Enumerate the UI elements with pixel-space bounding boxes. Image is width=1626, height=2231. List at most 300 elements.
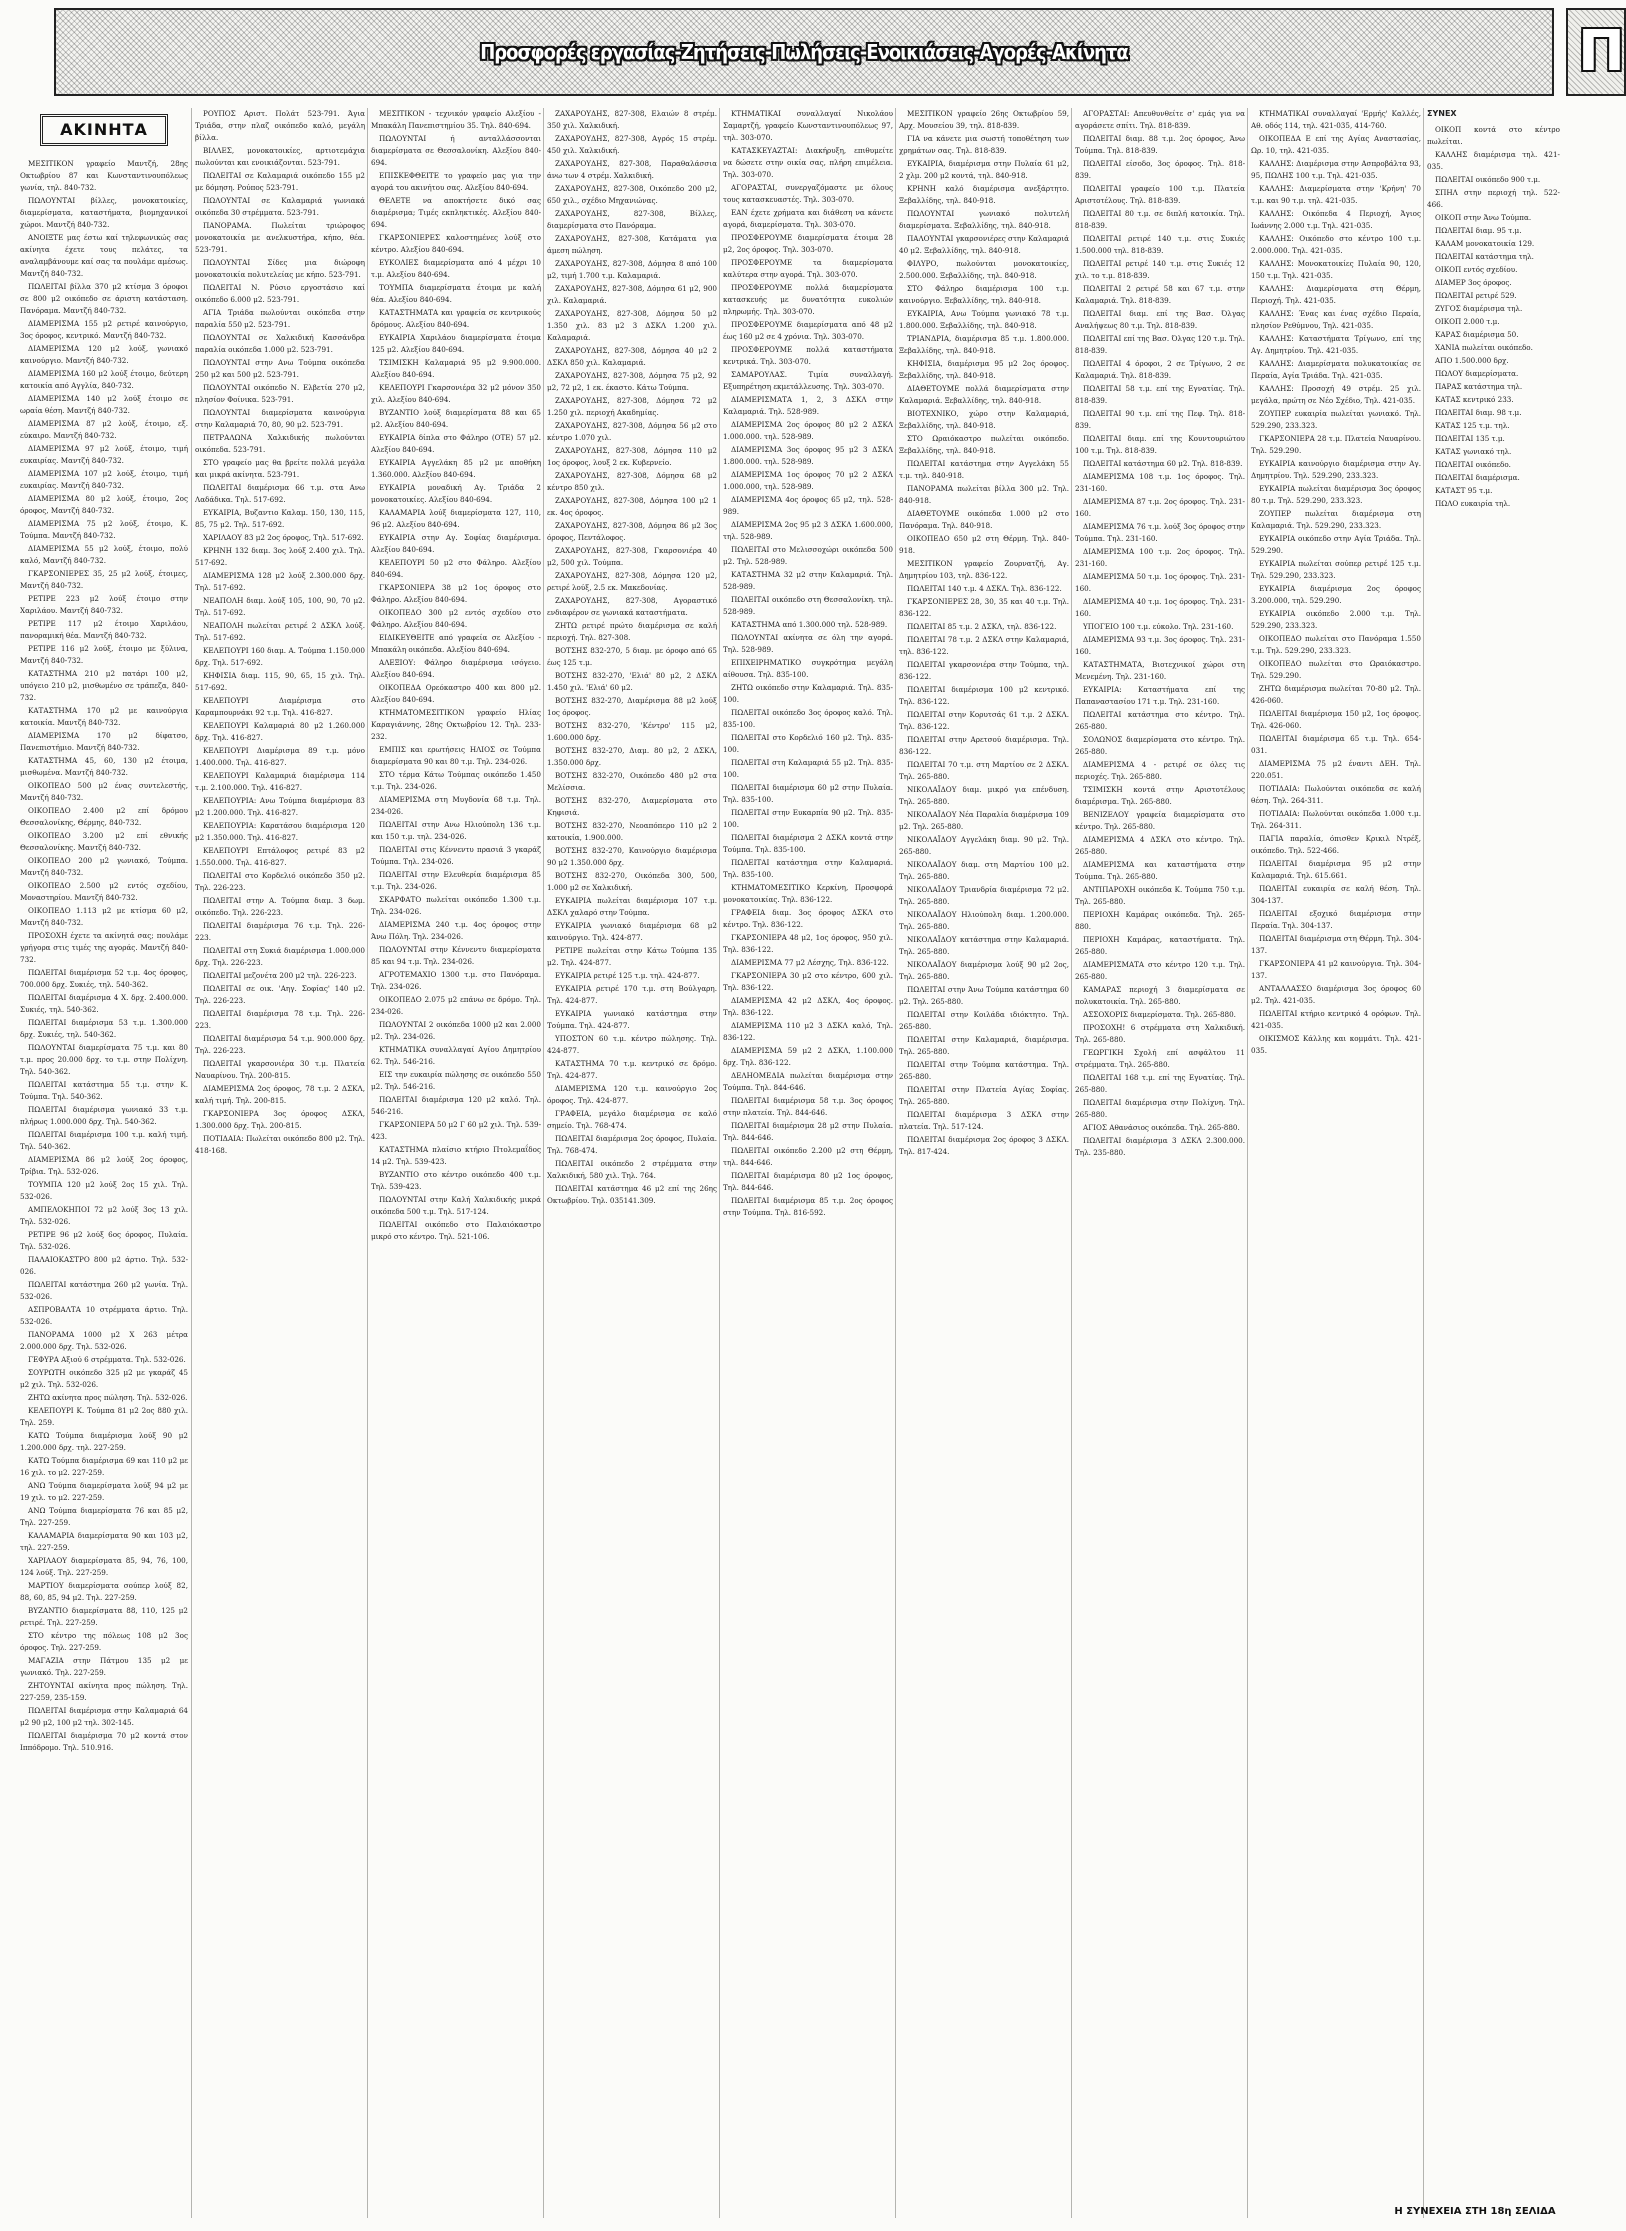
classified-ad: ΠΩΛΕΙΤΑΙ διαμέρισμα 2ος όροφος 3 ΔΣΚΛ. Τηλ. 817-424. (899, 1135, 1069, 1156)
classified-ad: ΚΑΛΑΜ μονοκατοικία 129. (1435, 239, 1535, 248)
classified-ad: ΖΑΧΑΡΟΥΔΗΣ, 827-308, Γκαρσονιέρα 40 μ2, 500 χιλ. Τούμπα. (547, 546, 717, 567)
classified-ad: ΕΥΚΑΙΡΙΑ ρετιρέ 125 τ.μ. τηλ. 424-877. (555, 971, 700, 980)
classified-ad: ΓΚΑΡΣΟΝΙΕΡΑ 28 τ.μ. Πλατεία Ναυαρίνου. Τηλ. 529.290. (1251, 434, 1421, 455)
classified-ad: ΖΑΧΑΡΟΥΔΗΣ, 827-308, Αγοραστικό ενδιαφέρον σε γωνιακά καταστήματα. (547, 596, 717, 617)
classified-ad: ΠΩΛΕΙΤΑΙ διαμέρισμα 78 τ.μ. Τηλ. 226-223. (195, 1009, 365, 1030)
classified-ad: ΟΙΚΟΠΕΔΟ πωλείται στο Πανόραμα 1.550 τ.μ. Τηλ. 529.290, 233.323. (1251, 634, 1421, 655)
classified-ad: ΠΩΛΕΙΤΑΙ διαμέρισμα 60 μ2 στην Πυλαία. Τηλ. 835-100. (723, 783, 893, 804)
classified-ad: ΓΕΩΡΓΙΚΗ Σχολή επί ασφάλτου 11 στρέμματα. Τηλ. 265-880. (1075, 1048, 1245, 1069)
classified-ad: ΚΑΤΑΣ γωνιακό τηλ. (1435, 447, 1512, 456)
classified-ad: ΔΙΑΜΕΡΙΣΜΑ 240 τ.μ. 4ος όροφος στην Άνω Πόλη. Τηλ. 234-026. (371, 920, 541, 941)
classified-ad: ΠΕΡΙΟΧΗ Καμάρας οικόπεδα. Τηλ. 265-880. (1075, 910, 1245, 931)
classified-ad: ΓΚΑΡΣΟΝΙΕΡΑ 48 μ2, 1ος όροφος, 950 χιλ. Τηλ. 836-122. (723, 933, 893, 954)
classified-ad: ΠΩΛΕΙΤΑΙ διαμέρισμα 65 τ.μ. Τηλ. 654-031. (1251, 734, 1421, 755)
classified-ad: ΚΕΛΕΠΟΥΡΙ Καλαμαριά 80 μ2 1.260.000 δρχ. Τηλ. 416-827. (195, 721, 365, 742)
classified-ad: ΖΑΧΑΡΟΥΔΗΣ, 827-308, Οικόπεδο 200 μ2, 650 χιλ., σχέδιο Μηχανιώνας. (547, 184, 717, 205)
classified-ad: ΠΩΛΟΥΝΤΑΙ Σίδες μια διώροφη μονοκατοικία πολυτελείας με κήπο. 523-791. (195, 258, 365, 279)
classified-ad: ΚΑΤΑΣΚΕΥΑΖΤΑΙ: Διακήρυξη, επιθυμείτε να δώσετε στην οικία σας, πλήρη επιμέλεια. Τηλ. 303-070. (723, 146, 893, 179)
classified-ad: ΑΓΙΑ Τριάδα πωλούνται οικόπεδα στην παραλία 550 μ2. 523-791. (195, 308, 365, 329)
classified-ad: ΤΡΙΑΝΔΡΙΑ, διαμέρισμα 85 τ.μ. 1.800.000. Ξεβαλλίδης, τηλ. 840-918. (899, 334, 1069, 355)
classified-ad: ΔΙΑΜΕΡΙΣΜΑ 170 μ2 δίφατσο, Πανεπιστήμιο. Μαντζή 840-732. (20, 731, 188, 752)
classified-ad: ΔΙΑΜΕΡΙΣΜΑ 155 μ2 ρετιρέ καινούργιο, 3ος όροφος, κεντρικό. Μαντζή 840-732. (20, 319, 188, 340)
classified-ad: ΥΠΟΓΕΙΟ 100 τ.μ. εύκολο. Τηλ. 231-160. (1083, 622, 1234, 631)
classified-ad: ΚΤΗΜΑΤΟΜΕΣΙΤΙΚΟ Κερκίνη, Προσφορά μονοκατοικίας. Τηλ. 836-122. (723, 883, 893, 904)
classified-ad: ΑΝΤΑΛΛΑΣΣΟ διαμέρισμα 3ος όροφος 60 μ2. Τηλ. 421-035. (1251, 984, 1421, 1005)
classified-ad: ΠΩΛΕΙΤΑΙ κατάστημα 60 μ2. Τηλ. 818-839. (1083, 459, 1243, 468)
classified-ad: ΔΙΑΜΕΡΙΣΜΑ 4 ΔΣΚΛ στο κέντρο. Τηλ. 265-880. (1075, 835, 1245, 856)
classified-ad: ΠΩΛΕΙΤΑΙ στο Κορδελιό οικόπεδο 350 μ2. Τηλ. 226-223. (195, 871, 365, 892)
classified-ad: ΝΙΚΟΛΑΪΔΟΥ διαμέρισμα λούξ 90 μ2 2ος, Τηλ. 265-880. (899, 960, 1069, 981)
classified-ad: ΝΕΑΠΟΛΗ πωλείται ρετιρέ 2 ΔΣΚΛ λούξ. Τηλ. 517-692. (195, 621, 365, 642)
adjacent-page-masthead (1566, 8, 1626, 96)
classified-ad: ΕΥΚΑΙΡΙΑ Αγγελάκη 85 μ2 με αποθήκη 1.360.000. Αλεξίου 840-694. (371, 458, 541, 479)
classified-ad: ΔΙΑΜΕΡΙΣΜΑ 55 μ2 λούξ, έτοιμο, πολύ καλό, Μαντζή 840-732. (20, 544, 188, 565)
classified-ad: ΤΣΙΜΙΣΚΗ κοντά στην Αριστοτέλους διαμέρισμα. Τηλ. 265-880. (1075, 785, 1245, 806)
classified-ad: ΠΟΤΙΔΑΙΑ: Πωλούνται οικόπεδα 1.000 τ.μ. Τηλ. 264-311. (1251, 809, 1421, 830)
classified-ad: ΔΕΛΗΟΜΕΔΙΑ πωλείται διαμέρισμα στην Τούμπα. Τηλ. 844-646. (723, 1071, 893, 1092)
classified-ad: ΟΙΚΟΠΕΔΑ Ε επί της Αγίας Αναστασίας, Ωρ. 10, τηλ. 421-035. (1251, 134, 1421, 155)
classified-ad: ΖΑΧΑΡΟΥΔΗΣ, 827-308, Δόμησα 8 από 100 μ2, τιμή 1.700 τ.μ. Καλαμαριά. (547, 259, 717, 280)
classified-ad: ΜΑΡΤΙΟΥ διαμερίσματα σούπερ λούξ 82, 88, 60, 85, 94 μ2. Τηλ. 227-259. (20, 1581, 188, 1602)
classified-ad: ΟΙΚΟΠΕΔΟ 2.400 μ2 επί δρόμου Θεσσαλονίκης, Θέρμης, 840-732. (20, 806, 188, 827)
classified-ad: ΖΗΤΩ οικόπεδο στην Καλαμαριά. Τηλ. 835-100. (723, 683, 893, 704)
classified-ad: ΒΟΤΣΗΣ 832-270, 'Ελιά' 80 μ2, 2 ΔΣΚΛ 1.450 χιλ. 'Ελιά' 60 μ2. (547, 671, 717, 692)
classified-ad: ΠΩΛΕΙΤΑΙ διαμέρισμα στη Θέρμη. Τηλ. 304-137. (1251, 934, 1421, 955)
classified-ad: ΣΟΥΡΩΤΗ οικόπεδο 325 μ2 με γκαράζ 45 μ2 χιλ. Τηλ. 532-026. (20, 1368, 188, 1389)
classified-ad: ΠΩΛΕΙΤΑΙ κατάστημα στην Καλαμαριά. Τηλ. 835-100. (723, 858, 893, 879)
classified-ad: ΠΩΛΟΥΝΤΑΙ ή ανταλλάσσονται διαμερίσματα σε Θεσσαλονίκη. Αλεξίου 840-694. (371, 134, 541, 167)
classified-ad: ΔΙΑΜΕΡΙΣΜΑ 2ος όροφος, 78 τ.μ. 2 ΔΣΚΛ, καλή τιμή. Τηλ. 200-815. (195, 1084, 365, 1105)
classified-ad: ΜΕΣΙΤΙΚΟΝ γραφείο Μαντζή, 28ης Οκτωβρίου 87 και Κωνσταντινουπόλεως γωνία, τηλ. 840-732. (20, 159, 188, 192)
classified-ad: ΖΑΧΑΡΟΥΔΗΣ, 827-308, Ελαιών 8 στρέμ. 350 χιλ. Χαλκιδική. (547, 109, 717, 130)
classified-ad: ΝΕΑΠΟΛΗ διαμ. λούξ 105, 100, 90, 70 μ2. Τηλ. 517-692. (195, 596, 365, 617)
classified-ad: ΠΩΛΕΙΤΑΙ 4 όροφοι, 2 σε Τρίγωνο, 2 σε Καλαμαριά. Τηλ. 818-839. (1075, 359, 1245, 380)
classified-ad: ΒΟΤΣΗΣ 832-270, Καινούργιο διαμέρισμα 90 μ2 1.350.000 δρχ. (547, 846, 717, 867)
classified-ad: ΔΙΑΜΕΡΙΣΜΑ 2ος 95 μ2 3 ΔΣΚΛ 1.600.000, τηλ. 528-989. (723, 520, 893, 541)
classified-ad: ΕΥΚΑΙΡΙΑ ρετιρέ 170 τ.μ. στη Βούλγαρη. Τηλ. 424-877. (547, 984, 717, 1005)
classified-ad: ΠΩΛΟΥΝΤΑΙ σε Καλαμαριά γωνιακά οικόπεδα 30 στρέμματα. 523-791. (195, 196, 365, 217)
classified-ad: ΔΙΑΜΕΡΙΣΜΑ 75 μ2 λούξ, έτοιμο, Κ. Τούμπα. Μαντζή 840-732. (20, 519, 188, 540)
classified-ad: ΣΑΜΑΡΟΥΛΑΣ. Τιμία συναλλαγή. Εξυπηρέτηση εκμετάλλευσης. Τηλ. 303-070. (723, 370, 893, 391)
classified-ad: ΓΙΑ να κάνετε μια σωστή τοποθέτηση των χρημάτων σας. Τηλ. 818-839. (899, 134, 1069, 155)
classified-ad: ΚΕΛΕΠΟΥΡΙ Κ. Τούμπα 81 μ2 2ος 880 χιλ. Τηλ. 259. (20, 1406, 188, 1427)
classified-ad: ΖΑΧΑΡΟΥΔΗΣ, 827-308, Δόμησα 50 μ2 1.350 χιλ. 83 μ2 3 ΔΣΚΛ 1.200 χιλ. Καλαμαριά. (547, 309, 717, 342)
classified-ad: ΚΑΛΑΜΑΡΙΑ διαμερίσματα 90 και 103 μ2, τηλ. 227-259. (20, 1531, 188, 1552)
masthead-banner (54, 8, 1554, 96)
classified-ad: ΝΙΚΟΛΑΪΔΟΥ διαμ. στη Μαρτίου 100 μ2. Τηλ. 265-880. (899, 860, 1069, 881)
classified-ad: ΔΙΑΜΕΡΙΣΜΑ 128 μ2 λούξ 2.300.000 δρχ. Τηλ. 517-692. (195, 571, 365, 592)
classified-ad: ΠΩΛΕΙΤΑΙ διαμέρισμα 2ος όροφος, Πυλαία. Τηλ. 768-474. (547, 1134, 717, 1155)
classified-ad: ΠΩΛΕΙΤΑΙ οικόπεδο στη Θεσσαλονίκη. τηλ. 528-989. (723, 595, 893, 616)
classified-ad: ΠΩΛΕΙΤΑΙ ευκαιρία σε καλή θέση. Τηλ. 304-137. (1251, 884, 1421, 905)
classified-ad: ΠΩΛΕΙΤΑΙ στην Κοιλάδα ιδιόκτητο. Τηλ. 265-880. (899, 1010, 1069, 1031)
classified-ad: ΖΑΧΑΡΟΥΔΗΣ, 827-308, Δόμησα 75 μ2, 92 μ2, 72 μ2, 1 εκ. έκαστο. Κάτω Τούμπα. (547, 371, 717, 392)
classified-ad: ΑΣΠΡΟΒΑΛΤΑ 10 στρέμματα άρτιο. Τηλ. 532-026. (20, 1305, 188, 1326)
classified-ad: ΣΟΛΩΝΟΣ διαμερίσματα στο κέντρο. Τηλ. 265-880. (1075, 735, 1245, 756)
classified-ad: ΖΑΧΑΡΟΥΔΗΣ, 827-308, Δόμησα 110 μ2 1ος όροφος, λουξ 2 εκ. Κυβερνείο. (547, 446, 717, 467)
classified-ad: ΠΩΛΕΙΤΑΙ διαμ. 88 τ.μ. 2ος όροφος, Άνω Τούμπα. Τηλ. 818-839. (1075, 134, 1245, 155)
classified-ad: ΠΩΛΕΙΤΑΙ διαμέρισμα. (1435, 473, 1520, 482)
classified-ad: ΓΚΑΡΣΟΝΙΕΡΑ 50 μ2 Γ 60 μ2 χιλ. Τηλ. 539-423. (371, 1120, 541, 1141)
classified-ad: ΖΑΧΑΡΟΥΔΗΣ, 827-308, Βίλλες, διαμερίσματα στο Πανόραμα. (547, 209, 717, 230)
classified-ad: ΠΩΛΟΥΝΤΑΙ διαμερίσματα καινούργια στην Καλαμαριά 70, 80, 90 μ2. 523-791. (195, 408, 365, 429)
classified-ad: ΠΩΛΕΙΤΑΙ διαμέρισμα 4 Χ. δρχ. 2.400.000. Συκιές, τηλ. 540-362. (20, 993, 188, 1014)
classified-ad: ΔΙΑΜΕΡΙΣΜΑ 4ος όροφος 65 μ2, τηλ. 528-989. (723, 495, 893, 516)
classified-ad: ΒΟΤΣΗΣ 832-270, Οικόπεδα 300, 500, 1.000 μ2 σε Χαλκιδική. (547, 871, 717, 892)
classified-ad: ΕΥΚΑΙΡΙΑ Χαριλάου διαμερίσματα έτοιμα 125 μ2. Αλεξίου 840-694. (371, 333, 541, 354)
classified-ad: ΚΑΤΑΣΤΗΜΑ πλαίσιο κτήριο Πτολεμαΐδος 14 μ2. Τηλ. 539-423. (371, 1145, 541, 1166)
classified-ad: ΒΟΤΣΗΣ 832-270, Νεοαπόπερο 110 μ2 2 κατοικία, 1.900.000. (547, 821, 717, 842)
classified-ad: ΓΚΑΡΣΟΝΙΕΡΑ 38 μ2 1ος όροφος στο Φάληρο. Αλεξίου 840-694. (371, 583, 541, 604)
classified-ad: ΚΡΗΝΗ 132 διαμ. 3ος λούξ 2.400 χιλ. Τηλ. 517-692. (195, 546, 365, 567)
classified-ad: ΚΑΤΑΣΤΗΜΑ 170 μ2 με καινούργια κατοικία. Μαντζή 840-732. (20, 706, 188, 727)
classified-ad: ΠΩΛΕΙΤΑΙ διαμέρισμα γωνιακό 33 τ.μ. πλήρως 1.000.000 δρχ. Τηλ. 540-362. (20, 1105, 188, 1126)
classified-ad: ΠΩΛΕΙΤΑΙ στην Άνω Τούμπα κατάστημα 60 μ2. Τηλ. 265-880. (899, 985, 1069, 1006)
ad-column-5 (723, 108, 893, 2218)
classified-ad: ΕΠΙΣΚΕΦΘΕΙΤΕ το γραφείο μας για την αγορά του ακινήτου σας. Αλεξίου 840-694. (371, 171, 541, 192)
classified-ad: ΒΟΤΣΗΣ 832-270, Οικόπεδο 480 μ2 στα Μελίσσια. (547, 771, 717, 792)
classified-ad: ΠΩΛΕΙΤΑΙ στη Συκιά διαμέρισμα 1.000.000 δρχ. Τηλ. 226-223. (195, 946, 365, 967)
ad-column-2 (195, 108, 365, 2218)
classified-ad: ΚΑΤΑΣΤΗΜΑ 45, 60, 130 μ2 έτοιμα, μισθωμένα. Μαντζή 840-732. (20, 756, 188, 777)
classified-ad: ΜΕΣΙΤΙΚΟΝ - τεχνικόν γραφείο Αλεξίου - Μπακάλη Πανεπιστημίου 35. Τηλ. 840-694. (371, 109, 541, 130)
classified-ad: ΕΥΚΑΙΡΙΑ καινούργιο διαμέρισμα στην Αγ. Δημητρίου. Τηλ. 529.290, 233.323. (1251, 459, 1421, 480)
classified-ad: ΠΩΛΕΙΤΑΙ σε οικ. 'Αηγ. Σοφίας' 140 μ2. Τηλ. 226-223. (195, 984, 365, 1005)
classified-ad: ΚΑΤΑΣ κεντρικό 233. (1435, 395, 1514, 404)
classified-ad: ΠΩΛΕΙΤΑΙ κτήριο κεντρικό 4 ορόφων. Τηλ. 421-035. (1251, 1009, 1421, 1030)
classified-ad: ΠΩΛΕΙΤΑΙ στην Α. Τούμπα διαμ. 3 δωμ. οικόπεδο. Τηλ. 226-223. (195, 896, 365, 917)
classified-ad: ΠΩΛΕΙΤΑΙ κατάστημα στο κέντρο. Τηλ. 265-880. (1075, 710, 1245, 731)
classified-ad: ΚΡΗΝΗ καλό διαμέρισμα ανεξάρτητο. Ξεβαλλίδης, τηλ. 840-918. (899, 184, 1069, 205)
classified-ad: ΠΩΛΟΥΝΤΑΙ 2 οικόπεδα 1000 μ2 και 2.000 μ2. Τηλ. 234-026. (371, 1020, 541, 1041)
classified-ad: ΖΑΧΑΡΟΥΔΗΣ, 827-308, Δόμησα 100 μ2 1 εκ. 4ος όροφος. (547, 496, 717, 517)
column-rule (367, 108, 368, 2218)
classified-ad: ΕΥΚΟΛΙΕΣ διαμερίσματα από 4 μέχρι 10 τ.μ. Αλεξίου 840-694. (371, 258, 541, 279)
classified-ad: ΠΩΛΟΥ διαμερίσματα. (1435, 369, 1519, 378)
classified-ad: ΥΠΟΣΤΟΝ 60 τ.μ. κέντρο πώλησης. Τηλ. 424-877. (547, 1034, 717, 1055)
classified-ad: ΠΩΛΕΙΤΑΙ 140 τ.μ. 4 ΔΣΚΛ. Τηλ. 836-122. (907, 584, 1062, 593)
classified-ad: ΚΑΛΛΗΣ: Προσοχή 49 στρέμ. 25 χιλ. μεγάλα, πρώτη σε Νέο Σχέδιο, Τηλ. 421-035. (1251, 384, 1421, 405)
classified-ad: ΟΙΚΟΠΕΔΑ Ορεόκαστρο 400 και 800 μ2. Αλεξίου 840-694. (371, 683, 541, 704)
classified-ad: ΠΩΛΕΙΤΑΙ κατάστημα στην Αγγελάκη 55 τ.μ. τηλ. 840-918. (899, 459, 1069, 480)
classified-ad: ΠΟΤΙΔΑΙΑ: Πωλείται οικόπεδο 800 μ2. Τηλ. 418-168. (195, 1134, 365, 1155)
classified-ad: ΒΥΖΑΝΤΙΟ στο κέντρο οικόπεδο 400 τ.μ. Τηλ. 539-423. (371, 1170, 541, 1191)
classified-ad: ΚΤΗΜΑΤΙΚΑΙ συναλλαγαί 'Ερμής' Καλλές, Αθ. οδός 114, τηλ. 421-035, 414-760. (1251, 109, 1421, 130)
classified-ad: ΠΩΛΟΥΝΤΑΙ σε Χαλκιδική Κασσάνδρα παραλία οικόπεδα 1.000 μ2. 523-791. (195, 333, 365, 354)
classified-ad: ΔΙΑΜΕΡΙΣΜΑ 59 μ2 2 ΔΣΚΛ, 1.100.000 δρχ. Τηλ. 836-122. (723, 1046, 893, 1067)
classified-ad: ΠΩΛΕΙΤΑΙ οικόπεδο 3ος όροφος καλό. Τηλ. 835-100. (723, 708, 893, 729)
classified-ad: ΚΑΛΛΗΣ: Διαμέρισμα στην Ασπροβάλτα 93, 95, ΠΩΛΗΣ 100 τ.μ. Τηλ. 421-035. (1251, 159, 1421, 180)
classified-ad: ΚΕΛΕΠΟΥΡΙ Διαμέρισμα 89 τ.μ. μόνο 1.400.000. Τηλ. 416-827. (195, 746, 365, 767)
classified-ad: ΑΝΤΙΠΑΡΟΧΗ οικόπεδα Κ. Τούμπα 750 τ.μ. Τηλ. 265-880. (1075, 885, 1245, 906)
classified-ad: ΠΩΛΕΙΤΑΙ γκαρσονιέρα στην Τούμπα, τηλ. 836-122. (899, 660, 1069, 681)
classified-ad: ΔΙΑΜΕΡΙΣΜΑ 87 τ.μ. 2ος όροφος. Τηλ. 231-160. (1075, 497, 1245, 518)
classified-ad: ΟΙΚΟΠΕΔΟ 2.075 μ2 επάνω σε δρόμο. Τηλ. 234-026. (371, 995, 541, 1016)
classified-ad: ΔΙΑΜΕΡ 3ος όροφος. (1435, 278, 1512, 287)
classified-ad: ΣΠΗΛ στην περιοχή τηλ. 522-466. (1427, 188, 1560, 209)
classified-ad: ΠΩΛΕΙΤΑΙ διαμ. 95 τ.μ. (1435, 226, 1522, 235)
classified-ad: ΔΙΑΜΕΡΙΣΜΑ 77 μ2 Λέσχης, Τηλ. 836-122. (731, 958, 889, 967)
classified-ad: ΒΥΖΑΝΤΙΟ λούξ διαμερίσματα 88 και 65 μ2. Αλεξίου 840-694. (371, 408, 541, 429)
classified-ad: ΠΩΛΕΙΤΑΙ διαμέρισμα 70 μ2 κοντά στον Ιππόδρομο. Τηλ. 510.916. (20, 1731, 188, 1752)
classified-ad: ΝΙΚΟΛΑΪΔΟΥ διαμ. μικρό για επένδυση. Τηλ. 265-880. (899, 785, 1069, 806)
classified-ad: ΑΜΠΕΛΟΚΗΠΟΙ 72 μ2 λούξ 3ος 13 χιλ. Τηλ. 532-026. (20, 1205, 188, 1226)
masthead-title: Προσφορές εργασίας-Ζητήσεις-Πωλήσεις-Ενοικιάσεις-Αγορές-Ακίνητα (480, 40, 1128, 64)
classified-ad: ΠΩΛΕΙΤΑΙ διαμέρισμα 53 τ.μ. 1.300.000 δρχ. Συκιές, τηλ. 540-362. (20, 1018, 188, 1039)
classified-ad: ΠΩΛΕΙΤΑΙ διαμέρισμα 28 μ2 στην Πυλαία. Τηλ. 844-646. (723, 1121, 893, 1142)
classified-ad: ΟΙΚΟΠΕΔΟ 3.200 μ2 επί εθνικής Θεσσαλονίκης. Μαντζή 840-732. (20, 831, 188, 852)
classified-ad: ΔΙΑΘΕΤΟΥΜΕ οικόπεδα 1.000 μ2 στο Πανόραμα. Τηλ. 840-918. (899, 509, 1069, 530)
classified-ad: ΔΙΑΜΕΡΙΣΜΑ 108 τ.μ. 1ος όροφος. Τηλ. 231-160. (1075, 472, 1245, 493)
classified-ad: ΠΩΛΟΥΝΤΑΙ στην Ανω Τούμπα οικόπεδα 250 μ2 και 500 μ2. 523-791. (195, 358, 365, 379)
classified-ad: ΚΑΡΑΣ διαμέρισμα 50. (1435, 330, 1519, 339)
classified-ad: ΖΗΤΩ ρετιρέ πρώτο διαμέρισμα σε καλή περιοχή. Τηλ. 827-308. (547, 621, 717, 642)
classified-ad: ΠΩΛΕΙΤΑΙ κατάστημα 46 μ2 επί της 26ης Οκτωβρίου. Τηλ. 035141.309. (547, 1184, 717, 1205)
classified-ad: ΠΩΛΕΙΤΑΙ στην Ελευθερία διαμέρισμα 85 τ.μ. Τηλ. 234-026. (371, 870, 541, 891)
classified-ad: ΕΥΚΑΙΡΙΑ γωνιακό κατάστημα στην Τούμπα. Τηλ. 424-877. (547, 1009, 717, 1030)
classified-ad: ΔΙΑΜΕΡΙΣΜΑΤΑ στο κέντρο 120 τ.μ. Τηλ. 265-880. (1075, 960, 1245, 981)
classified-ad: ΠΡΟΣΟΧΗ! 6 στρέμματα στη Χαλκιδική. Τηλ. 265-880. (1075, 1023, 1245, 1044)
classified-ad: ΚΑΛΛΗΣ: Διαμερίσματα στη Θέρμη, Περιοχή. Τηλ. 421-035. (1251, 284, 1421, 305)
classified-ad: ΠΑΡΑΣ κατάστημα τηλ. (1435, 382, 1523, 391)
classified-ad: ΣΤΟ Ωραιόκαστρο πωλείται οικόπεδο. Ξεβαλλίδης, τηλ. 840-918. (899, 434, 1069, 455)
classified-ad: ΖΗΤΩ ακίνητα προς πώληση. Τηλ. 532-026. (28, 1393, 188, 1402)
classified-ad: ΚΑΛΛΗΣ: Διαμερίσματα πολυκατοικίας σε Περαία, Αγία Τριάδα. Τηλ. 421-035. (1251, 359, 1421, 380)
classified-ad: ΔΙΑΜΕΡΙΣΜΑ 97 μ2 λούξ, έτοιμο, τιμή ευκαιρίας. Μαντζή 840-732. (20, 444, 188, 465)
classified-ad: ΝΙΚΟΛΑΪΔΟΥ Νέα Παραλία διαμέρισμα 109 μ2. Τηλ. 265-880. (899, 810, 1069, 831)
classified-ad: ΔΙΑΜΕΡΙΣΜΑ 3ος όροφος 95 μ2 3 ΔΣΚΛ 1.800.000. τηλ. 528-989. (723, 445, 893, 466)
classified-ad: ΑΓΙΟΣ Αθανάσιος οικόπεδα. Τηλ. 265-880. (1083, 1123, 1240, 1132)
classified-ad: ΚΕΛΕΠΟΥΡΙ 160 διαμ. Α. Τούμπα 1.150.000 δρχ. Τηλ. 517-692. (195, 646, 365, 667)
classified-ad: ΡΕΤΙΡΕ 116 μ2 λούξ, έτοιμο με ξύλινα, Μαντζή 840-732. (20, 644, 188, 665)
classified-ad: ΠΩΛΕΙΤΑΙ εξοχικό διαμέρισμα στην Περαία. Τηλ. 304-137. (1251, 909, 1421, 930)
classified-ad: ΒΥΖΑΝΤΙΟ διαμερίσματα 88, 110, 125 μ2 ρετιρέ. Τηλ. 227-259. (20, 1606, 188, 1627)
classified-ad: ΓΕΦΥΡΑ Αξιού 6 στρέμματα. Τηλ. 532-026. (28, 1355, 186, 1364)
classified-ad: ΚΤΗΜΑΤΙΚΑ συναλλαγαί Αγίου Δημητρίου 62. Τηλ. 546-216. (371, 1045, 541, 1066)
ad-column-9 (1427, 108, 1560, 2218)
classified-ad: ΔΙΑΜΕΡΙΣΜΑ στη Μυγδονία 68 τ.μ. Τηλ. 234-026. (371, 795, 541, 816)
classified-ad: ΔΙΑΜΕΡΙΣΜΑ 110 μ2 3 ΔΣΚΛ καλό, Τηλ. 836-122. (723, 1021, 893, 1042)
classified-ad: ΚΑΤΩ Τούμπα διαμέρισμα λούξ 90 μ2 1.200.000 δρχ. τηλ. 227-259. (20, 1431, 188, 1452)
classified-ad: ΓΡΑΦΕΙΑ διαμ. 3ος όροφος ΔΣΚΛ στο κέντρο. Τηλ. 836-122. (723, 908, 893, 929)
classified-ad: ΕΥΚΑΙΡΙΑ πωλείται διαμέρισμα 107 τ.μ. ΔΣΚΛ χαλαρό στην Τούμπα. (547, 896, 717, 917)
classified-ad: ΕΙΔΙΚΕΥΘΕΙΤΕ από γραφεία σε Αλεξίου - Μπακάλη οικόπεδα. Αλεξίου 840-694. (371, 633, 541, 654)
classified-ad: ΔΙΑΜΕΡΙΣΜΑ 107 μ2 λούξ, έτοιμο, τιμή ευκαιρίας. Μαντζή 840-732. (20, 469, 188, 490)
classified-ad: ΕΥΚΑΙΡΙΑ πωλείται σούπερ ρετιρέ 125 τ.μ. Τηλ. 529.290, 233.323. (1251, 559, 1421, 580)
classified-ad: ΠΩΛΕΙΤΑΙ επί της Βασ. Όλγας 120 τ.μ. Τηλ. 818-839. (1075, 334, 1245, 355)
classified-ad: ΚΑΛΛΗΣ: Μονοκατοικίες Πυλαία 90, 120, 150 τ.μ. Τηλ. 421-035. (1251, 259, 1421, 280)
classified-ad: ΠΩΛΟΥΝΤΑΙ στην Καλή Χαλκιδικής μικρά οικόπεδα 500 τ.μ. Τηλ. 517-124. (371, 1195, 541, 1216)
classified-ad: ΚΕΛΕΠΟΥΡΙ 50 μ2 στο Φάληρο. Αλεξίου 840-694. (371, 558, 541, 579)
classified-ad: ΚΑΛΛΗΣ διαμέρισμα τηλ. 421-035. (1427, 150, 1560, 171)
classified-columns (20, 108, 1560, 2218)
classified-ad: ΠΩΛΟΥΝΤΑΙ στην Κέννεντυ διαμερίσματα 85 και 94 τ.μ. Τηλ. 234-026. (371, 945, 541, 966)
classified-ad: ΠΩΛΕΙΤΑΙ διαμέρισμα 54 τ.μ. 900.000 δρχ. Τηλ. 226-223. (195, 1034, 365, 1055)
classified-ad: ΠΩΛΕΙΤΑΙ διαμέρισμα 2 ΔΣΚΛ κοντά στην Τούμπα. Τηλ. 835-100. (723, 833, 893, 854)
classified-ad: ΠΡΟΣΦΕΡΟΥΜΕ διαμερίσματα έτοιμα 28 μ2, 2ος όροφος. Τηλ. 303-070. (723, 233, 893, 254)
ad-column-4 (547, 108, 717, 2218)
classified-ad: ΖΑΧΑΡΟΥΔΗΣ, 827-308, Κατάματα για άμεση πώληση. (547, 234, 717, 255)
classified-ad: ΝΙΚΟΛΑΪΔΟΥ κατάστημα στην Καλαμαριά. Τηλ. 265-880. (899, 935, 1069, 956)
classified-ad: ΠΩΛΕΙΤΑΙ διαμέρισμα 52 τ.μ. 4ος όροφος, 700.000 δρχ. Συκιές, τηλ. 540-362. (20, 968, 188, 989)
classified-ad: ΠΩΛΕΙΤΑΙ διαμέρισμα 3 ΔΣΚΛ 2.300.000. Τηλ. 235-880. (1075, 1136, 1245, 1157)
classified-ad: ΠΩΛΕΙΤΑΙ διαμ. επί της Βασ. Όλγας Αναλήψεως 80 τ.μ. Τηλ. 818-839. (1075, 309, 1245, 330)
classified-ad: ΚΑΛΑΜΑΡΙΑ λούξ διαμερίσματα 127, 110, 96 μ2. Αλεξίου 840-694. (371, 508, 541, 529)
classified-ad: ΠΩΛΕΙΤΑΙ 85 τ.μ. 2 ΔΣΚΛ, τηλ. 836-122. (907, 622, 1057, 631)
classified-ad: ΑΓΟΡΑΣΤΑΙ, συνεργαζόμαστε με όλους τους κατασκευαστές. Τηλ. 303-070. (723, 183, 893, 204)
classified-ad: ΡΟΥΠΟΣ Αριστ. Πολάτ 523-791. Άγια Τριάδα, στην πλαζ οικόπεδο καλό, μεγάλη βίλλα. (195, 109, 365, 142)
classified-ad: ΠΩΛΕΙΤΑΙ 135 τ.μ. (1435, 434, 1505, 443)
classified-ad: ΚΑΛΛΗΣ: Οικόπεδα 4 Περιοχή, Άγιος Ιωάννης 2.000 τ.μ. Τηλ. 421-035. (1251, 209, 1421, 230)
classified-ad: ΔΙΑΜΕΡΙΣΜΑ 2ος όροφος 80 μ2 2 ΔΣΚΛ 1.000.000. τηλ. 528-989. (723, 420, 893, 441)
classified-ad: ΚΑΛΛΗΣ: Οικόπεδο στο κέντρο 100 τ.μ. 2.000.000. Τηλ. 421-035. (1251, 234, 1421, 255)
classified-ad: ΠΩΛΟΥΝΤΑΙ γωνιακό πολυτελή διαμερίσματα. Ξεβαλλίδης, τηλ. 840-918. (899, 209, 1069, 230)
classified-ad: ΔΙΑΜΕΡΙΣΜΑ 160 μ2 λούξ έτοιμο, δεύτερη κατοικία από Αγγλία, 840-732. (20, 369, 188, 390)
classified-ad: ΠΩΛΕΙΤΑΙ κατάστημα 260 μ2 γωνία. Τηλ. 532-026. (20, 1280, 188, 1301)
classified-ad: ΕΥΚΑΙΡΙΑ οικόπεδο στην Αγία Τριάδα. Τηλ. 529.290. (1251, 534, 1421, 555)
classified-ad: ΕΥΚΑΙΡΙΑ, Ανω Τούμπα γωνιακό 78 τ.μ. 1.800.000. Ξεβαλλίδης, τηλ. 840-918. (899, 309, 1069, 330)
classified-ad: ΠΩΛΕΙΤΑΙ 90 τ.μ. επί της Πεφ. Τηλ. 818-839. (1075, 409, 1245, 430)
classified-ad: ΒΕΝΙΖΕΛΟΥ γραφεία διαμερίσματα στο κέντρο. Τηλ. 265-880. (1075, 810, 1245, 831)
classified-ad: ΓΚΑΡΣΟΝΙΕΡΑ 41 μ2 καινούργια. Τηλ. 304-137. (1251, 959, 1421, 980)
classified-ad: ΧΑΝΙΑ πωλείται οικόπεδο. (1435, 343, 1533, 352)
classified-ad: ΠΕΡΙΟΧΗ Καμάρας, καταστήματα. Τηλ. 265-880. (1075, 935, 1245, 956)
classified-ad: ΠΩΛΕΙΤΑΙ διαμέρισμα στην Πολίχνη. Τηλ. 265-880. (1075, 1098, 1245, 1119)
classified-ad: ΠΩΛΕΙΤΑΙ κατάστημα τηλ. (1435, 252, 1534, 261)
classified-ad: ΒΟΤΣΗΣ 832-270, 'Κέντρο' 115 μ2, 1.600.000 δρχ. (547, 721, 717, 742)
classified-ad: ΚΕΛΕΠΟΥΡΙΑ: Ανω Τούμπα διαμέρισμα 83 μ2 1.200.000. Τηλ. 416-827. (195, 796, 365, 817)
classified-ad: ΠΩΛΕΙΤΑΙ διαμέρισμα 80 μ2 1ος όροφος, Τηλ. 844-646. (723, 1171, 893, 1192)
classified-ad: ΖΑΧΑΡΟΥΔΗΣ, 827-308, Παραθαλάσσια άνω των 4 στρέμ. Χαλκιδική. (547, 159, 717, 180)
classified-ad: ΕΜΠΙΣ και ερωτήσεις ΗΛΙΟΣ σε Τούμπα διαμερίσματα 90 και 80 τ.μ. Τηλ. 234-026. (371, 745, 541, 766)
classified-ad: ΟΙΚΟΠΕΔΟ 1.113 μ2 με κτίσμα 60 μ2, Μαντζή 840-732. (20, 906, 188, 927)
classified-ad: ΑΝΩ Τούμπα διαμερίσματα λούξ 94 μ2 με 19 χιλ. το μ2. 227-259. (20, 1481, 188, 1502)
classified-ad: ΟΙΚΟΠΕΔΟ 200 μ2 γωνιακό, Τούμπα. Μαντζή 840-732. (20, 856, 188, 877)
classified-ad: ΕΥΚΑΙΡΙΑ πωλείται διαμέρισμα 3ος όροφος 80 τ.μ. Τηλ. 529.290, 233.323. (1251, 484, 1421, 505)
classified-ad: ΤΟΥΜΠΑ διαμερίσματα έτοιμα με καλή θέα. Αλεξίου 840-694. (371, 283, 541, 304)
classified-ad: ΕΥΚΑΙΡΙΑ, διαμέρισμα στην Πυλαία 61 μ2, 2 χλμ. 200 μ2 κοντά, τηλ. 840-918. (899, 159, 1069, 180)
classified-ad: ΑΓΟΡΑΣΤΑΙ: Απευθυνθείτε σ' εμάς για να αγοράσετε σπίτι. Τηλ. 818-839. (1075, 109, 1245, 130)
classified-ad: ΒΟΤΣΗΣ 832-270, 5 διαμ. με όροφο από 65 έως 125 τ.μ. (547, 646, 717, 667)
classified-ad: ΠΩΛΕΙΤΑΙ σε Καλαμαριά οικόπεδο 155 μ2 με δόμηση. Ρούπος 523-791. (195, 171, 365, 192)
classified-ad: ΝΙΚΟΛΑΪΔΟΥ Τριανδρία διαμέρισμα 72 μ2. Τηλ. 265-880. (899, 885, 1069, 906)
classified-ad: ΖΟΥΠΕΡ ευκαιρία πωλείται γωνιακό. Τηλ. 529.290, 233.323. (1251, 409, 1421, 430)
classified-ad: ΧΑΡΙΛΑΟΥ διαμερίσματα 85, 94, 76, 100, 124 λούξ. Τηλ. 227-259. (20, 1556, 188, 1577)
classified-ad: ΚΤΗΜΑΤΟΜΕΣΙΤΙΚΟΝ γραφείο Ηλίας Καραγιάννης, 28ης Οκτωβρίου 12. Τηλ. 233-232. (371, 708, 541, 741)
classified-ad: ΠΑΝΟΡΑΜΑ. Πωλείται τριώροφος μονοκατοικία με ανελκυστήρα, κήπο, θέα. 523-791. (195, 221, 365, 254)
ad-column-8 (1251, 108, 1421, 2218)
classified-ad: ΠΩΛΕΙΤΑΙ 70 τ.μ. στη Μαρτίου σε 2 ΔΣΚΛ. Τηλ. 265-880. (899, 760, 1069, 781)
classified-ad: ΔΙΑΜΕΡΙΣΜΑ 93 τ.μ. 3ος όροφος. Τηλ. 231-160. (1075, 635, 1245, 656)
classified-ad: ΓΚΑΡΣΟΝΙΕΡΑ 30 μ2 στο κέντρο, 600 χιλ. Τηλ. 836-122. (723, 971, 893, 992)
classified-ad: ΚΕΛΕΠΟΥΡΙ Γκαρσονιέρα 32 μ2 μόνον 350 χιλ. Αλεξίου 840-694. (371, 383, 541, 404)
classified-ad: ΟΙΚΟΠ εντός σχεδίου. (1435, 265, 1518, 274)
classified-ad: ΔΙΑΜΕΡΙΣΜΑ 75 μ2 έναντι ΔΕΗ. Τηλ. 220.051. (1251, 759, 1421, 780)
classified-ad: ΘΕΛΕΤΕ να αποκτήσετε δικό σας διαμέρισμα; Τιμές εκπληκτικές. Αλεξίου 840-694. (371, 196, 541, 229)
classified-ad: ΑΓΡΟΤΕΜΑΧΙΟ 1300 τ.μ. στο Πανόραμα. Τηλ. 234-026. (371, 970, 541, 991)
classified-ad: ΠΩΛΕΙΤΑΙ στην Τούμπα κατάστημα. Τηλ. 265-880. (899, 1060, 1069, 1081)
classified-ad: ΚΑΤΑΣΤΗΜΑΤΑ, Βιοτεχνικοί χώροι στη Μενεμένη. Τηλ. 231-160. (1075, 660, 1245, 681)
column-rule (1071, 108, 1072, 2218)
classified-ad: ΠΩΛΕΙΤΑΙ ρετιρέ 140 τ.μ. στις Συκιές 12 χιλ. το τ.μ. 818-839. (1075, 259, 1245, 280)
ad-column-3 (371, 108, 541, 2218)
classified-ad: ΟΙΚΟΠ στην Άνω Τούμπα. (1435, 213, 1532, 222)
classified-ad: ΠΩΛΕΙΤΑΙ στην Ευκαρπία 90 μ2. Τηλ. 835-100. (723, 808, 893, 829)
classified-ad: ΚΑΤΑΣΤΗΜΑ 210 μ2 πατάρι 100 μ2, υπόγειο 210 μ2, μισθωμένο σε τράπεζα, 840-732. (20, 669, 188, 702)
classified-ad: ΔΙΑΜΕΡΙΣΜΑ 140 μ2 λούξ έτοιμο σε ωραία θέση. Μαντζή 840-732. (20, 394, 188, 415)
classified-ad: ΔΙΑΜΕΡΙΣΜΑ 50 τ.μ. 1ος όροφος. Τηλ. 231-160. (1075, 572, 1245, 593)
classified-ad: ΠΩΛΕΙΤΑΙ στην Αρετσού διαμέρισμα. Τηλ. 836-122. (899, 735, 1069, 756)
classified-ad: ΚΑΤΑΣΤΗΜΑ από 1.300.000 τηλ. 528-989. (731, 620, 888, 629)
classified-ad: ΕΥΚΑΙΡΙΑ διαμέρισμα 2ος όροφος 3.200.000, τηλ. 529.290. (1251, 584, 1421, 605)
classified-ad: ΔΙΑΜΕΡΙΣΜΑ 76 τ.μ. λούξ 3ος όροφος στην Τούμπα. Τηλ. 231-160. (1075, 522, 1245, 543)
classified-ad: ΠΩΛΕΙΤΑΙ μεζονέτα 200 μ2 τηλ. 226-223. (203, 971, 357, 980)
classified-ad: ΔΙΑΜΕΡΙΣΜΑ 120 τ.μ. καινούργιο 2ος όροφος. Τηλ. 424-877. (547, 1084, 717, 1105)
classified-ad: ΖΑΧΑΡΟΥΔΗΣ, 827-308, Δόμησα 61 μ2, 900 χιλ. Καλαμαριά. (547, 284, 717, 305)
classified-ad: ΟΙΚΟΠΕΔΟ πωλείται στο Ωραιόκαστρο. Τηλ. 529.290. (1251, 659, 1421, 680)
classified-ad: ΠΩΛΕΙΤΑΙ 80 τ.μ. σε διπλή κατοικία. Τηλ. 818-839. (1075, 209, 1245, 230)
classified-ad: ΔΙΑΜΕΡΙΣΜΑ 80 μ2 λούξ, έτοιμο, 2ος όροφος, Μαντζή 840-732. (20, 494, 188, 515)
classified-ad: ΠΩΛΕΙΤΑΙ στο Μελισσοχώρι οικόπεδα 500 μ2. Τηλ. 528-989. (723, 545, 893, 566)
classified-ad: ΑΠΟ 1.500.000 δρχ. (1435, 356, 1509, 365)
classified-ad: ΚΑΤΑΣΤΗΜΑΤΑ και γραφεία σε κεντρικούς δρόμους. Αλεξίου 840-694. (371, 308, 541, 329)
classified-ad: ΒΟΤΣΗΣ 832-270, Διαμερίσματα στο Κηφισιά. (547, 796, 717, 817)
classified-ad: ΡΕΤΙΡΕ πωλείται στην Κάτω Τούμπα 135 μ2. Τηλ. 424-877. (547, 946, 717, 967)
classified-ad: ΕΙΣ την ευκαιρία πώλησης σε οικόπεδο 550 μ2. Τηλ. 546-216. (371, 1070, 541, 1091)
classified-ad: ΟΙΚΟΠ 2.000 τ.μ. (1435, 317, 1500, 326)
classified-ad: ΔΙΑΜΕΡΙΣΜΑ 100 τ.μ. 2ος όροφος. Τηλ. 231-160. (1075, 547, 1245, 568)
classified-ad: ΓΡΑΦΕΙΑ, μεγάλο διαμέρισμα σε καλό σημείο. Τηλ. 768-474. (547, 1109, 717, 1130)
classified-ad: ΠΩΛΕΙΤΑΙ 2 ρετιρέ 58 και 67 τ.μ. στην Καλαμαριά. Τηλ. 818-839. (1075, 284, 1245, 305)
adjacent-page-continued-label: ΣΥΝΕΧ (1427, 109, 1457, 118)
classified-ad: ΖΑΧΑΡΟΥΔΗΣ, 827-308, Δόμησα 68 μ2 κέντρο 850 χιλ. (547, 471, 717, 492)
classified-ad: ΚΕΛΕΠΟΥΡΙΑ: Καρατάσου διαμέρισμα 120 μ2 1.350.000. Τηλ. 416-827. (195, 821, 365, 842)
classified-ad: ΚΕΛΕΠΟΥΡΙ Επτάλοφος ρετιρέ 83 μ2 1.550.000. Τηλ. 416-827. (195, 846, 365, 867)
classified-ad: ΠΡΟΣΟΧΗ έχετε τα ακίνητά σας; πουλάμε γρήγορα στις τιμές της αγοράς. Μαντζή 840-732. (20, 931, 188, 964)
classified-ad: ΚΑΜΑΡΑΣ περιοχή 3 διαμερίσματα σε πολυκατοικία. Τηλ. 265-880. (1075, 985, 1245, 1006)
classified-ad: ΠΩΛΕΙΤΑΙ στην Καλαμαριά, διαμέρισμα. Τηλ. 265-880. (899, 1035, 1069, 1056)
classified-ad: ΠΩΛΕΙΤΑΙ διαμέρισμα στην Καλαμαριά 64 μ2 90 μ2, 100 μ2 τηλ. 302-145. (20, 1706, 188, 1727)
classified-ad: ΠΟΤΙΔΑΙΑ: Πωλούνται οικόπεδα σε καλή θέση. Τηλ. 264-311. (1251, 784, 1421, 805)
classified-ad: ΟΙΚΟΠΕΔΟ 2.500 μ2 εντός σχεδίου, Μοναστηρίου. Μαντζή 840-732. (20, 881, 188, 902)
classified-ad: ΑΝΩ Τούμπα διαμερίσματα 76 και 85 μ2, Τηλ. 227-259. (20, 1506, 188, 1527)
classified-ad: ΕΠΙΧΕΙΡΗΜΑΤΙΚΟ συγκρότημα μεγάλη αίθουσα. Τηλ. 835-100. (723, 658, 893, 679)
column-rule (1423, 108, 1424, 2218)
classified-ad: ΖΟΥΠΕΡ πωλείται διαμέρισμα στη Καλαμαριά. Τηλ. 529.290, 233.323. (1251, 509, 1421, 530)
classified-ad: ΕΥΚΑΙΡΙΑ μοναδική Αγ. Τριάδα 2 μονοκατοικίες. Αλεξίου 840-694. (371, 483, 541, 504)
classified-ad: ΕΥΚΑΙΡΙΑ δίπλα στο Φάληρο (ΟΤΕ) 57 μ2. Αλεξίου 840-694. (371, 433, 541, 454)
classified-ad: ΠΩΛΕΙΤΑΙ οικόπεδο. (1435, 460, 1511, 469)
classified-ad: ΟΙΚΙΣΜΟΣ Κάλλης και κομμάτι. Τηλ. 421-035. (1251, 1034, 1421, 1055)
adjacent-page-masthead-fragment: Π (1578, 19, 1625, 84)
classified-ad: ΠΩΛΕΙΤΑΙ στην Ανω Ηλιούπολη 136 τ.μ. και 150 τ.μ. τηλ. 234-026. (371, 820, 541, 841)
classified-ad: ΚΑΛΛΗΣ: Καταστήματα Τρίγωνο, επί της Αγ. Δημητρίου. Τηλ. 421-035. (1251, 334, 1421, 355)
classified-ad: ΝΙΚΟΛΑΪΔΟΥ Ηλιούπολη διαμ. 1.200.000. Τηλ. 265-880. (899, 910, 1069, 931)
classified-ad: ΜΕΣΙΤΙΚΟΝ γραφείο 26ης Οκτωβρίου 59, Αρχ. Μουσείου 39, τηλ. 818-839. (899, 109, 1069, 130)
classified-ad: ΠΑΛΟΥΝΤΑΙ γκαρσονιέρες στην Καλαμαριά 40 μ2. Ξεβαλλίδης, τηλ. 840-918. (899, 234, 1069, 255)
continued-note: Η ΣΥΝΕΧΕΙΑ ΣΤΗ 18η ΣΕΛΙΔΑ (1394, 2206, 1556, 2217)
classified-ad: ΠΩΛΕΙΤΑΙ στην Πλατεία Αγίας Σοφίας. Τηλ. 265-880. (899, 1085, 1069, 1106)
classified-ad: ΠΩΛΕΙΤΑΙ οικόπεδο στο Παλαιόκαστρο μικρό στο κέντρο. Τηλ. 521-106. (371, 1220, 541, 1241)
classified-ad: ΚΑΤΑΣΤΗΜΑ 70 τ.μ. κεντρικό σε δρόμο. Τηλ. 424-877. (547, 1059, 717, 1080)
classified-ad: ΣΤΟ κέντρο της πόλεως 108 μ2 3ος όροφος. Τηλ. 227-259. (20, 1631, 188, 1652)
column-rule (1247, 108, 1248, 2218)
classified-ad: ΠΩΛΕΙΤΑΙ 58 τ.μ. επί της Εγνατίας. Τηλ. 818-839. (1075, 384, 1245, 405)
classified-ad: ΔΙΑΜΕΡΙΣΜΑ 40 τ.μ. 1ος όροφος. Τηλ. 231-160. (1075, 597, 1245, 618)
classified-ad: ΠΩΛΕΙΤΑΙ γκαρσονιέρα 30 τ.μ. Πλατεία Ναυαρίνου. Τηλ. 200-815. (195, 1059, 365, 1080)
classified-ad: ΠΩΛΕΙΤΑΙ είσοδο, 3ος όροφος. Τηλ. 818-839. (1075, 159, 1245, 180)
classified-ad: ΒΙΛΛΕΣ, μονοκατοικίες, αρτιοτεμάχια πωλούνται και ενοικιάζονται. 523-791. (195, 146, 365, 167)
